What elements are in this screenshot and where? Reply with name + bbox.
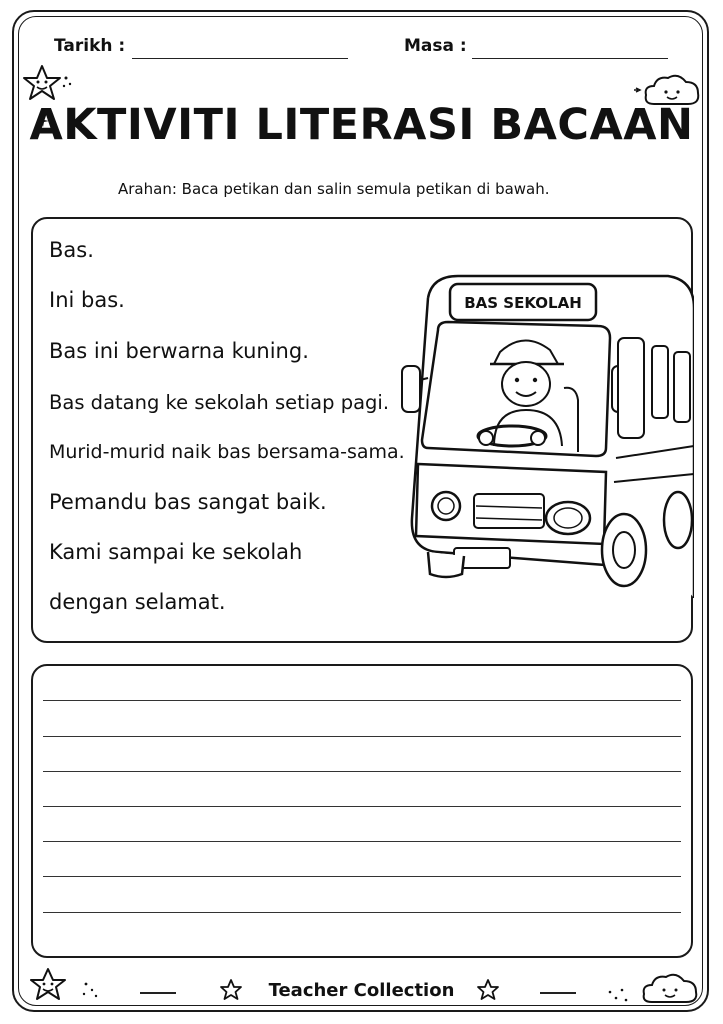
page-title: AKTIVITI LITERASI BACAAN [29,100,694,150]
passage-line: Murid-murid naik bas bersama-sama. [49,441,405,463]
school-bus-illustration [398,268,694,598]
date-field[interactable] [132,58,348,59]
smiling-cloud-icon [604,968,700,1008]
time-label: Masa : [404,36,467,56]
instruction-text: Arahan: Baca petikan dan salin semula petikan di bawah. [118,180,550,198]
star-outline-icon [476,978,500,1002]
writing-line[interactable] [43,806,681,807]
passage-line: Pemandu bas sangat baik. [49,490,327,514]
writing-line[interactable] [43,841,681,842]
footer-text: Teacher Collection [268,980,455,1001]
writing-line[interactable] [43,700,681,701]
passage-line: dengan selamat. [49,590,226,614]
bus-sign-text: BAS SEKOLAH [464,294,582,312]
passage-line: Ini bas. [49,288,125,312]
writing-area[interactable] [31,664,693,958]
passage-line: Bas. [49,238,94,262]
writing-line[interactable] [43,771,681,772]
passage-line: Bas ini berwarna kuning. [49,339,309,363]
time-field[interactable] [472,58,668,59]
writing-line[interactable] [43,736,681,737]
writing-line[interactable] [43,912,681,913]
footer-divider [540,992,576,994]
passage-line: Bas datang ke sekolah setiap pagi. [49,391,390,414]
passage-line: Kami sampai ke sekolah [49,540,303,564]
writing-line[interactable] [43,876,681,877]
date-label: Tarikh : [54,36,126,56]
